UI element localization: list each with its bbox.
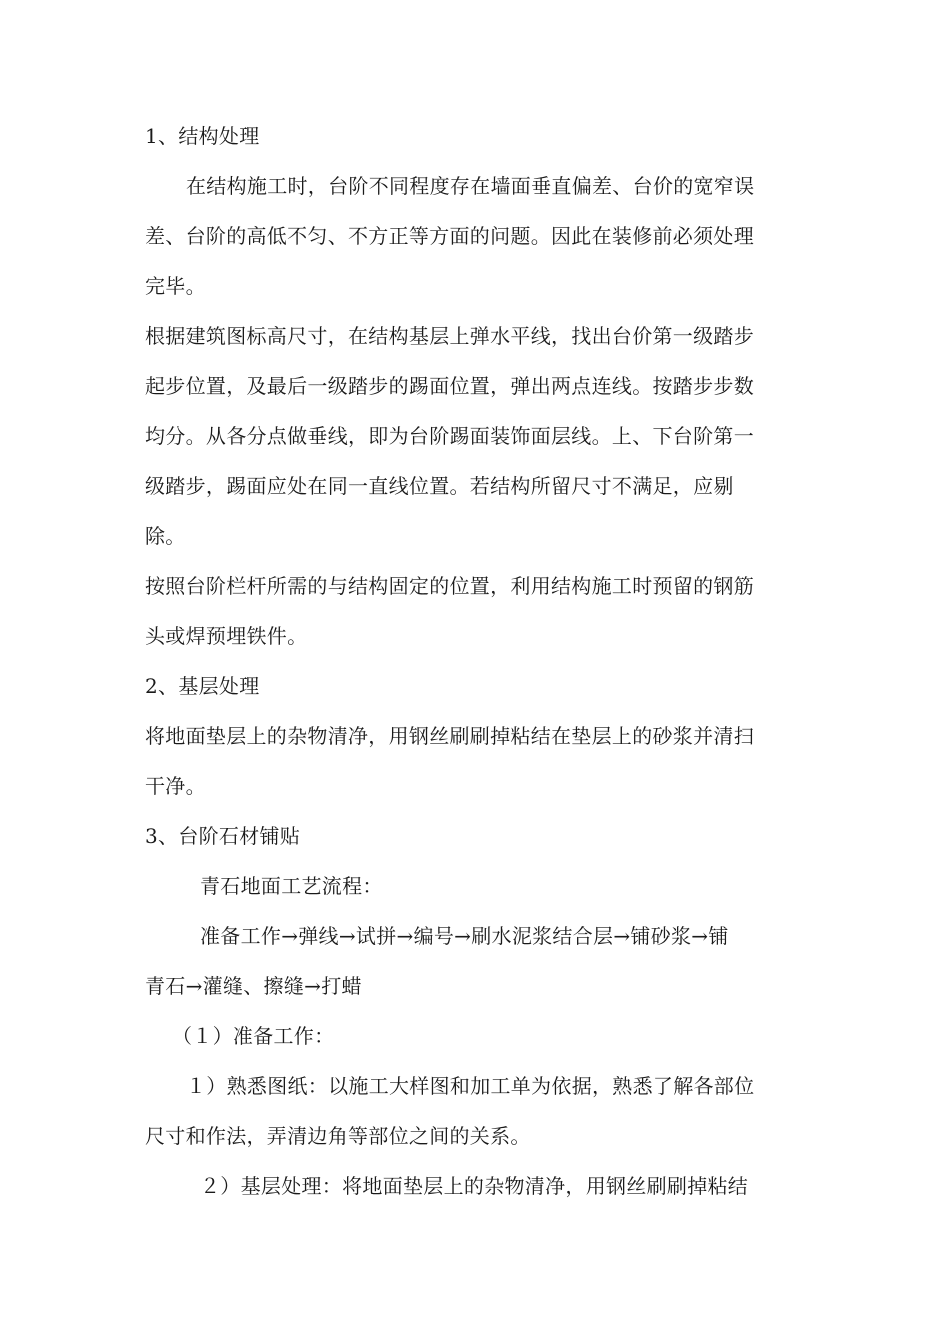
process-flow-line: 准备工作→弹线→试拼→编号→刷水泥浆结合层→铺砂浆→铺 xyxy=(200,924,729,948)
heading-step-stone-paving: 3、台阶石材铺贴 xyxy=(145,824,301,848)
paragraph-line: 根据建筑图标高尺寸，在结构基层上弹水平线，找出台价第一级踏步 xyxy=(145,324,754,348)
paragraph-line: 起步位置，及最后一级踏步的踢面位置，弹出两点连线。按踏步步数 xyxy=(145,374,754,398)
process-title: 青石地面工艺流程： xyxy=(200,874,383,898)
heading-base-treatment: 2、基层处理 xyxy=(145,674,260,698)
paragraph-line: 在结构施工时，台阶不同程度存在墙面垂直偏差、台价的宽窄误 xyxy=(186,174,755,198)
subheading-preparation: （１）准备工作： xyxy=(172,1024,335,1048)
paragraph-line: 将地面垫层上的杂物清净，用钢丝刷刷掉粘结在垫层上的砂浆并清扫 xyxy=(145,724,754,748)
paragraph-line: 干净。 xyxy=(145,774,206,798)
paragraph-line: 按照台阶栏杆所需的与结构固定的位置，利用结构施工时预留的钢筋 xyxy=(145,574,754,598)
list-item-line: ２）基层处理：将地面垫层上的杂物清净，用钢丝刷刷掉粘结 xyxy=(200,1174,749,1198)
paragraph-line: 完毕。 xyxy=(145,274,206,298)
paragraph-line: 除。 xyxy=(145,524,186,548)
process-flow-line: 青石→灌缝、擦缝→打蜡 xyxy=(145,974,362,998)
paragraph-line: 级踏步，踢面应处在同一直线位置。若结构所留尺寸不满足，应剔 xyxy=(145,474,734,498)
list-item-line: １）熟悉图纸：以施工大样图和加工单为依据，熟悉了解各部位 xyxy=(186,1074,755,1098)
heading-structure-treatment: 1、结构处理 xyxy=(145,124,260,148)
paragraph-line: 均分。从各分点做垂线，即为台阶踢面装饰面层线。上、下台阶第一 xyxy=(145,424,754,448)
list-item-line: 尺寸和作法，弄清边角等部位之间的关系。 xyxy=(145,1124,531,1148)
paragraph-line: 头或焊预埋铁件。 xyxy=(145,624,308,648)
paragraph-line: 差、台阶的高低不匀、不方正等方面的问题。因此在装修前必须处理 xyxy=(145,224,754,248)
